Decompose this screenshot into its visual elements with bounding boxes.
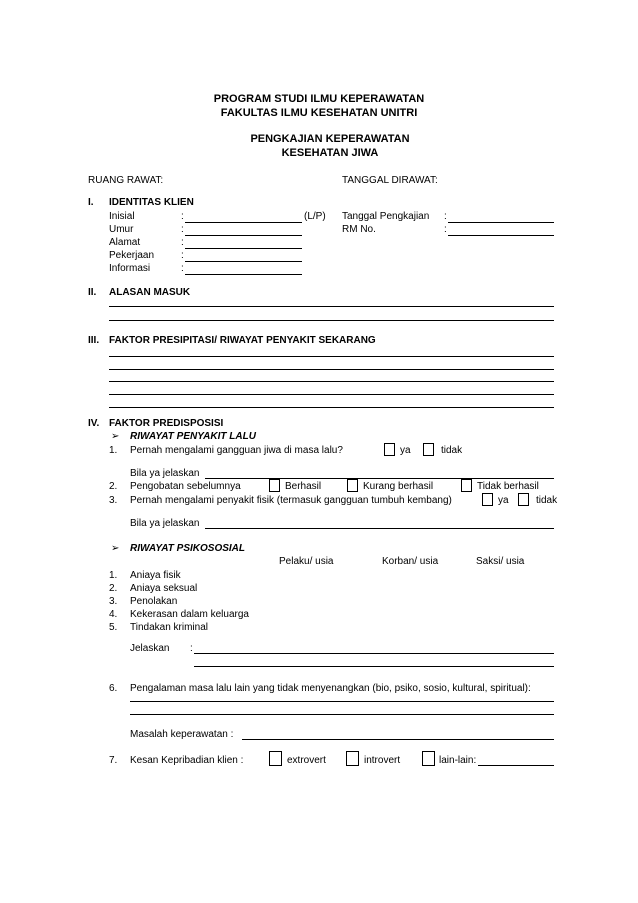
q6-field[interactable]	[130, 701, 554, 702]
section-4-number: IV.	[88, 418, 100, 429]
umur-colon: :	[181, 224, 184, 235]
korban-usia-header: Korban/ usia	[382, 556, 439, 567]
q1-ya-label: ya	[400, 445, 411, 456]
arrow-bullet-icon: ➢	[111, 431, 120, 442]
bila-ya-field-2[interactable]	[205, 528, 554, 529]
q3-tidak-checkbox[interactable]	[518, 493, 529, 506]
alasan-masuk-line[interactable]	[109, 306, 554, 307]
alamat-colon: :	[181, 237, 184, 248]
informasi-field[interactable]	[185, 274, 302, 275]
alamat-label: Alamat	[109, 237, 141, 248]
umur-label: Umur	[109, 224, 134, 235]
introvert-checkbox[interactable]	[346, 751, 359, 766]
bila-ya-label-2: Bila ya jelaskan	[130, 518, 200, 529]
q3-ya-checkbox[interactable]	[482, 493, 493, 506]
tanggal-pengkajian-field[interactable]	[448, 222, 554, 223]
pekerjaan-field[interactable]	[185, 261, 302, 262]
q6-field[interactable]	[130, 714, 554, 715]
section-4-title: FAKTOR PREDISPOSISI	[109, 418, 224, 429]
list-item-number: 1.	[109, 570, 118, 581]
lain-lain-checkbox[interactable]	[422, 751, 435, 766]
q7-number: 7.	[109, 755, 118, 766]
pelaku-usia-header: Pelaku/ usia	[279, 556, 334, 567]
section-3-title: FAKTOR PRESIPITASI/ RIWAYAT PENYAKIT SEKARANG	[109, 335, 376, 346]
header-line-4: KESEHATAN JIWA	[281, 147, 379, 159]
riwayat-psikososial-heading: RIWAYAT PSIKOSOSIAL	[130, 543, 246, 554]
tanggal-pengkajian-colon: :	[444, 211, 447, 222]
extrovert-label: extrovert	[287, 755, 326, 766]
tidak-berhasil-checkbox[interactable]	[461, 479, 472, 492]
bila-ya-label: Bila ya jelaskan	[130, 468, 200, 479]
q2-text: Pengobatan sebelumnya	[130, 481, 241, 492]
section-2-title: ALASAN MASUK	[109, 287, 191, 298]
tanggal-pengkajian-label: Tanggal Pengkajian	[342, 211, 430, 222]
q1-number: 1.	[109, 445, 118, 456]
alamat-field[interactable]	[185, 248, 302, 249]
q3-ya-label: ya	[498, 495, 509, 506]
q3-tidak-label: tidak	[536, 495, 558, 506]
inisial-field[interactable]	[185, 222, 302, 223]
lain-lain-label: lain-lain:	[439, 755, 477, 766]
section-1-title: IDENTITAS KLIEN	[109, 197, 194, 208]
q7-text: Kesan Kepribadian klien :	[130, 755, 244, 766]
q1-text: Pernah mengalami gangguan jiwa di masa lalu?	[130, 445, 343, 456]
q1-tidak-checkbox[interactable]	[423, 443, 434, 456]
pekerjaan-colon: :	[181, 250, 184, 261]
header-line-2: FAKULTAS ILMU KESEHATAN UNITRI	[220, 107, 418, 119]
list-item: Aniaya seksual	[130, 583, 198, 594]
inisial-colon: :	[181, 211, 184, 222]
lain-lain-field[interactable]	[478, 765, 554, 766]
jelaskan-colon: :	[190, 643, 193, 654]
informasi-label: Informasi	[109, 263, 151, 274]
tanggal-dirawat-label: TANGGAL DIRAWAT:	[342, 175, 438, 186]
introvert-label: introvert	[364, 755, 401, 766]
header-line-1: PROGRAM STUDI ILMU KEPERAWATAN	[213, 93, 425, 105]
list-item-number: 3.	[109, 596, 118, 607]
header-line-3: PENGKAJIAN KEPERAWATAN	[250, 133, 410, 145]
list-item: Aniaya fisik	[130, 570, 181, 581]
umur-field[interactable]	[185, 235, 302, 236]
q3-text: Pernah mengalami penyakit fisik (termasuk gangguan tumbuh kembang)	[130, 495, 452, 506]
berhasil-label: Berhasil	[285, 481, 322, 492]
masalah-keperawatan-field[interactable]	[242, 739, 554, 740]
section-1-number: I.	[88, 197, 94, 208]
riwayat-penyakit-lalu-heading: RIWAYAT PENYAKIT LALU	[130, 431, 256, 442]
faktor-presipitasi-line[interactable]	[109, 356, 554, 357]
bila-ya-field[interactable]	[205, 478, 554, 479]
list-item-number: 4.	[109, 609, 118, 620]
kurang-berhasil-checkbox[interactable]	[347, 479, 358, 492]
ruang-rawat-label: RUANG RAWAT:	[88, 175, 164, 186]
rm-no-label: RM No.	[342, 224, 376, 235]
lp-label: (L/P)	[304, 211, 326, 222]
faktor-presipitasi-line[interactable]	[109, 369, 554, 370]
faktor-presipitasi-line[interactable]	[109, 407, 554, 408]
berhasil-checkbox[interactable]	[269, 479, 280, 492]
q2-number: 2.	[109, 481, 118, 492]
q6-number: 6.	[109, 683, 118, 694]
jelaskan-field[interactable]	[194, 653, 554, 654]
inisial-label: Inisial	[109, 211, 135, 222]
q1-tidak-label: tidak	[441, 445, 463, 456]
faktor-presipitasi-line[interactable]	[109, 381, 554, 382]
pekerjaan-label: Pekerjaan	[109, 250, 155, 261]
section-2-number: II.	[88, 287, 97, 298]
kurang-berhasil-label: Kurang berhasil	[363, 481, 434, 492]
extrovert-checkbox[interactable]	[269, 751, 282, 766]
rm-no-field[interactable]	[448, 235, 554, 236]
informasi-colon: :	[181, 263, 184, 274]
masalah-keperawatan-label: Masalah keperawatan :	[130, 729, 234, 740]
jelaskan-field[interactable]	[194, 666, 554, 667]
list-item-number: 2.	[109, 583, 118, 594]
q3-number: 3.	[109, 495, 118, 506]
q1-ya-checkbox[interactable]	[384, 443, 395, 456]
tidak-berhasil-label: Tidak berhasil	[477, 481, 539, 492]
rm-no-colon: :	[444, 224, 447, 235]
jelaskan-label: Jelaskan	[130, 643, 170, 654]
list-item: Tindakan kriminal	[130, 622, 208, 633]
section-3-number: III.	[88, 335, 100, 346]
q6-text: Pengalaman masa lalu lain yang tidak menyenangkan (bio, psiko, sosio, kultural, spiritual):	[130, 683, 531, 694]
faktor-presipitasi-line[interactable]	[109, 394, 554, 395]
list-item: Penolakan	[130, 596, 178, 607]
list-item-number: 5.	[109, 622, 118, 633]
list-item: Kekerasan dalam keluarga	[130, 609, 249, 620]
alasan-masuk-line[interactable]	[109, 320, 554, 321]
arrow-bullet-icon: ➢	[111, 543, 120, 554]
saksi-usia-header: Saksi/ usia	[476, 556, 525, 567]
